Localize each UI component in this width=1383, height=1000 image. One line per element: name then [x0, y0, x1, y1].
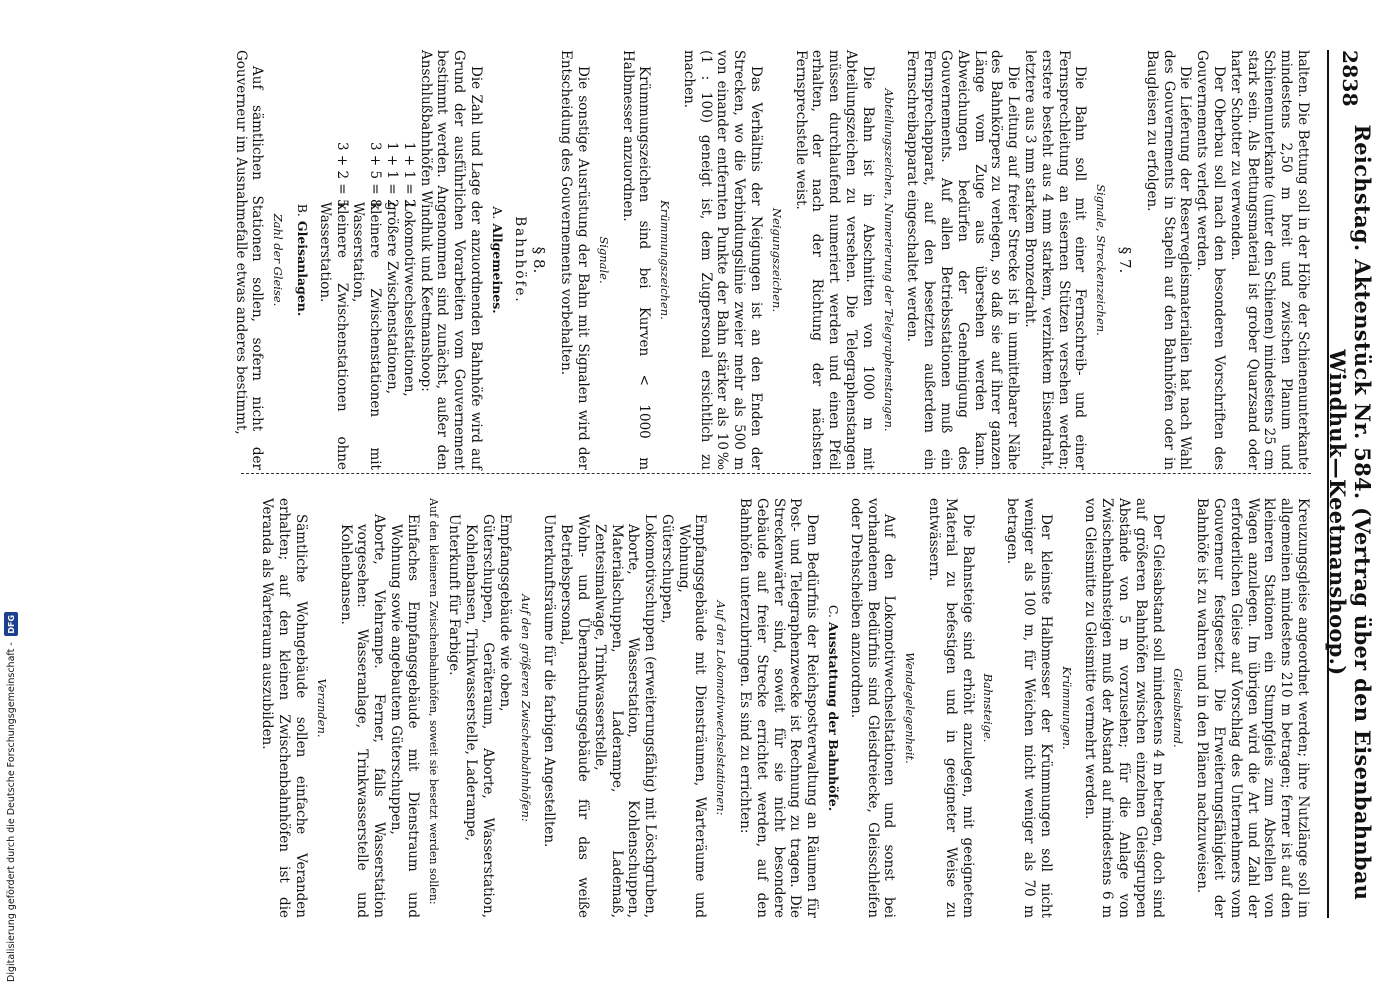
- paragraph: Der Gleisabstand soll mindestens 4 m betragen, doch sind auf größeren Bahnhöfen zwischen einzelnen Gleisgruppen Abstände von 5 m vorzusehen; für die Anlage von Zwischenbahnsteigen muß der Abstand auf mindestens 6 m von Gleismitte zu Gleismitte vermehrt werden.: [1082, 498, 1166, 918]
- subsection-a: [488, 50, 505, 470]
- page-header: [1325, 50, 1375, 918]
- subheading: Abteilungszeichen, Numerierung der Telegraphenstangen.: [881, 88, 896, 432]
- list-item: Empfangsgebäude mit Diensträumen, Warteräume und Wohnung,: [675, 514, 709, 918]
- subheading: Auf den Lokomotivwechselstationen:: [714, 600, 729, 816]
- station-count-label: kleinere Zwischenstationen mit Wasserstation,: [350, 202, 384, 470]
- subheading: Bahnsteige.: [981, 673, 996, 743]
- station-count-row: [316, 142, 350, 470]
- section-subtitle: Signale, Streckenzeichen.: [1094, 184, 1109, 336]
- right-column: [231, 498, 1311, 918]
- paragraph: Dem Bedürfnis der Reichspostverwaltung an Räumen für Post- und Telegraphenzwecke ist Rechnung zu tragen. Die Streckenwärter sind, soweit für sie nicht besondere Gebäude auf freier Strecke errichtet werden, auf den Bahnhöfen unterzubringen. Es sind zu errichten:: [737, 498, 821, 918]
- subheading: Krümmungen.: [1059, 666, 1074, 750]
- page-number: 2838: [1338, 50, 1362, 107]
- list-item: Empfangsgebäude wie oben,: [496, 514, 513, 712]
- section-number-8: § 8.: [530, 246, 549, 274]
- paragraph: Die Bahnsteige sind erhöht anzulegen, mit geeignetem Material zu befestigen und in geeigneter Weise zu entwässern.: [926, 498, 976, 918]
- subheading: Zahl der Gleise.: [271, 213, 286, 307]
- list-item: Aborte, Viehrampe. Ferner, falls Wasserstation vorgesehen: Wasseranlage, Trinkwasserstelle und Kohlenbansen.: [337, 514, 388, 918]
- list-item: Unterkunftsräume für die farbigen Angestellten.: [541, 514, 558, 848]
- paragraph: halten. Die Bettung soll in der Höhe der Schienenunterkante mindestens 2,50 m breit und zwischen Planum und Schienenunterkante (unter den Schienen) mindestens 25 cm stark sein. Als Bettungsmaterial ist grober Quarzsand oder harter Schotter zu verwenden.: [1227, 50, 1311, 470]
- subheading: Wendegelegenheit.: [903, 652, 918, 764]
- subheading: Signale.: [596, 236, 611, 284]
- list-item: Güterschuppen, Geräteraum, Aborte, Wasserstation, Kohlenbansen, Trinkwasserstelle, Laderampe,: [463, 514, 496, 918]
- credit-text: Digitalisierung gefördert durch die Deutsche Forschungsgemeinschaft -: [5, 642, 17, 982]
- station-count-label: kleinere Zwischenstationen ohne Wasserstation.: [316, 202, 350, 470]
- subsection-letter: C.: [826, 604, 842, 618]
- paragraph: Der Oberbau soll nach den besonderen Vorschriften des Gouvernements verlegt werden.: [1194, 50, 1228, 470]
- station-count-formula: 3 + 5 = 8: [367, 142, 384, 208]
- subheading: Neigungszeichen.: [769, 207, 784, 313]
- page-title: Reichstag. Aktenstück Nr. 584. (Vertrag über den Eisenbahnbau Windhuk—Keetmanshoop.): [1325, 124, 1375, 901]
- subheading: Gleisabstand.: [1171, 668, 1186, 748]
- station-count-row: [350, 142, 384, 470]
- station-count-formula: 1 + 1 = 2: [400, 142, 417, 208]
- subsection-letter: B.: [294, 203, 310, 217]
- paragraph: Kreuzungsgleise angeordnet werden; ihre Nutzlänge soll im allgemeinen mindestens 210 m betragen; ferner ist auf den kleineren Stationen ein Stumpfgleis zum Abstellen von Wagen anzulegen. Im übrigen wird die Art und Zahl der erforderlichen Gleise auf Vorschlag des Unternehmers vom Gouverneur festgesetzt. Die Erweiterungsfähigkeit der Bahnhöfe ist zu wahren und in den Plänen nachzuweisen.: [1194, 498, 1311, 918]
- station-count-label: größere Zwischenstationen,: [383, 202, 400, 395]
- paragraph: Die Leitung auf freier Strecke ist in unmittelbarer Nähe des Bahnkörpers zu verlegen, so daß sie auf ihrer ganzen Länge vom Zuge aus übersehen werden kann. Abweichungen bedürfen der Genehmigung des Gouvernements. Auf allen Betriebsstationen muß ein Fernsprechapparat, auf den besetzten außerdem ein Fernschreibapparat eingeschaltet werden.: [904, 50, 1022, 470]
- paragraph: Die Lieferung der Reservegleismaterialien hat nach Wahl des Gouvernements in Stapeln auf den Bahnhöfen oder in Baugleisen zu erfolgen.: [1143, 50, 1194, 470]
- subsection-c: [824, 498, 841, 918]
- station-count-row: [400, 142, 417, 470]
- list-item: Einfaches Empfangsgebäude mit Dienstraum und Wohnung sowie angebautem Güterschuppen,: [387, 514, 421, 918]
- paragraph: Die Bahn soll mit einer Fernschreib- und einer Fernsprechleitung an eisernen Stützen versehen werden; erstere besteht aus 4 mm starkem, verzinktem Eisendraht, letztere aus 3 mm starkem Bronzedraht.: [1022, 50, 1089, 470]
- column-divider: [241, 473, 1311, 474]
- station-count-formula: 3 + 2 = 5: [333, 142, 350, 208]
- section-title: Bahnhöfe.: [511, 216, 528, 304]
- digitization-credit: [0, 0, 22, 1000]
- subsection-title: Gleisanlagen.: [294, 220, 310, 317]
- paragraph: Das Verhältnis der Neigungen ist an den Enden der Strecken, wo die Verbindungslinie zweier mehr als 500 m von einander entfernten Punkte der Bahn stärker als 10‰ (1 : 100) geneigt ist, dem Zugpersonal ersichtlich zu machen.: [680, 50, 765, 470]
- subheading: Auf den kleineren Zwischenbahnhöfen, soweit sie besetzt werden sollen:: [426, 498, 440, 905]
- subheading: Krümmungszeichen.: [658, 200, 673, 320]
- paragraph: Die sonstige Ausrüstung der Bahn mit Signalen wird der Entscheidung des Gouvernements vorbehalten.: [558, 50, 591, 470]
- station-count-formula: 1 + 1 = 2: [383, 142, 400, 208]
- subsection-letter: A.: [489, 206, 505, 220]
- subheading: Veranden.: [314, 678, 329, 738]
- list-item: Lokomotivschuppen (erweiterungsfähig) mit Löschgruben, Aborte, Wasserstation, Kohlenschuppen, Materialschuppen, Laderampe, Lademaß, Zentesimalwage, Trinkwasserstelle,: [591, 514, 659, 918]
- subheading: Auf den größeren Zwischenbahnhöfen:: [518, 594, 533, 822]
- paragraph: Der kleinste Halbmesser der Krümmungen soll nicht weniger als 100 m, für Weichen nicht weniger als 70 m betragen.: [1004, 498, 1054, 918]
- list-item: Güterschuppen,: [658, 514, 675, 624]
- paragraph: Auf den Lokomotivwechselstationen und sonst bei vorhandenem Bedürfnis sind Gleisdreiecke, Gleisschleifen oder Drehscheiben anzuordnen.: [847, 498, 898, 918]
- station-count-row: [383, 142, 400, 470]
- paragraph: Sämtliche Wohngebäude sollen einfache Veranden erhalten; auf den kleinen Zwischenbahnhöfen ist die Veranda als Warteraum auszubilden.: [259, 498, 309, 918]
- dfg-logo: DFG: [4, 612, 18, 636]
- subsection-title: Allgemeines.: [489, 223, 505, 314]
- rotated-document-page: [93, 0, 1383, 940]
- section-number-7: § 7.: [1116, 246, 1135, 274]
- paragraph: Die Bahn ist in Abschnitten von 1000 m mit Abteilungszeichen zu versehen. Die Telegraphenstangen müssen durchlaufend numeriert werden und einen Pfeil erhalten, der nach der Richtung der nächsten Fernsprechstelle weist.: [792, 50, 876, 470]
- paragraph: Krümmungszeichen sind bei Kurven < 1000 m Halbmesser anzuordnen.: [619, 50, 653, 470]
- list-item: Unterkunft für Farbige.: [446, 514, 463, 676]
- subsection-title: Ausstattung der Bahnhöfe.: [826, 621, 842, 812]
- left-column: [231, 50, 1311, 470]
- list-item: Wohn- und Übernachtungsgebäude für das weiße Betriebspersonal,: [558, 514, 591, 918]
- station-count-label: Lokomotivwechselstationen,: [400, 202, 417, 397]
- subsection-b: [293, 50, 310, 470]
- paragraph: Auf sämtlichen Stationen sollen, sofern nicht der Gouverneur im Ausnahmefalle etwas anderes bestimmt,: [232, 50, 266, 470]
- paragraph: Die Zahl und Lage der anzuordnenden Bahnhöfe wird auf Grund der ausführlichen Vorarbeiten vom Gouvernement bestimmt werden. Angenommen sind zunächst, außer den Anschlußbahnhöfen Windhuk und Keetmanshoop:: [417, 50, 484, 470]
